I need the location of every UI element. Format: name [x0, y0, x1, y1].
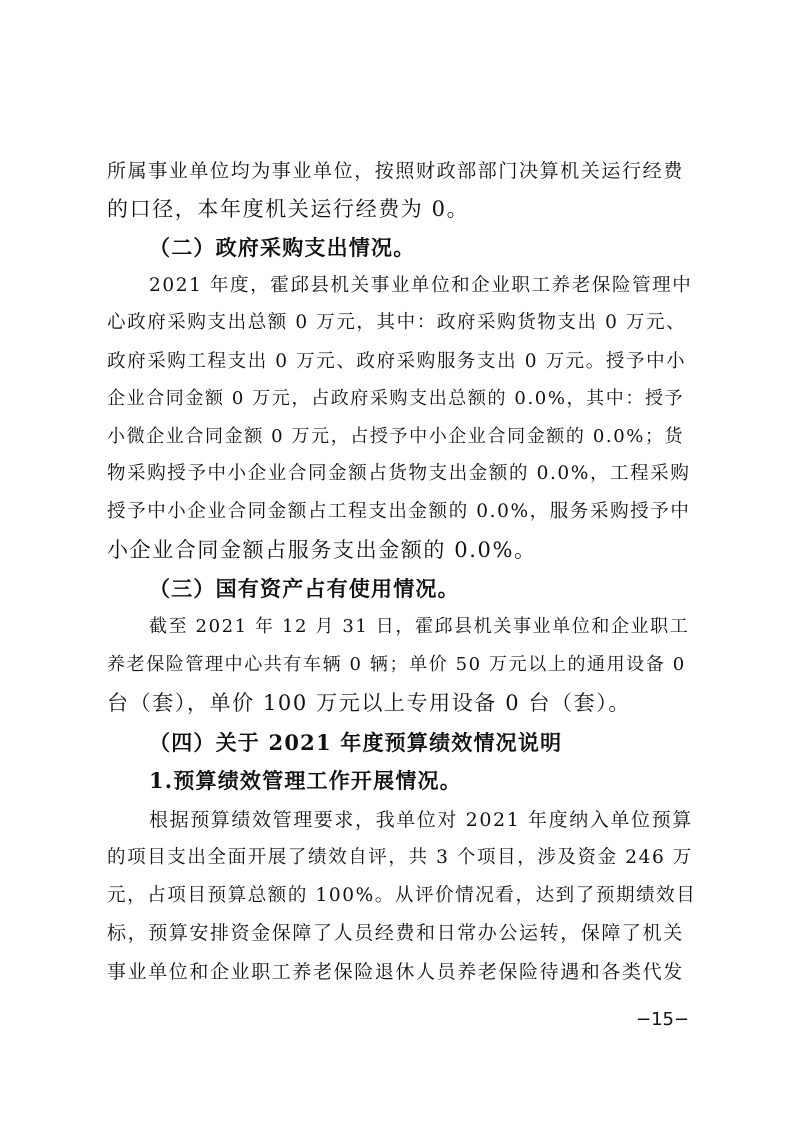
page-number: −15−: [636, 1009, 690, 1030]
paragraph-line: 养老保险管理中心共有车辆 0 辆；单价 50 万元以上的通用设备 0: [107, 654, 686, 675]
section-heading-3: （三）国有资产占有使用情况。: [149, 576, 460, 601]
section-heading-4: （四）关于 2021 年度预算绩效情况说明: [149, 730, 563, 755]
paragraph-line: 心政府采购支出总额 0 万元，其中：政府采购货物支出 0 万元、: [107, 312, 687, 333]
paragraph-line: 政府采购工程支出 0 万元、政府采购服务支出 0 万元。授予中小: [107, 351, 687, 372]
paragraph-line: 根据预算绩效管理要求，我单位对 2021 年度纳入单位预算: [149, 809, 693, 831]
paragraph-line: 标，预算安排资金保障了人员经费和日常办公运转，保障了机关: [107, 922, 684, 944]
paragraph-line: 的口径，本年度机关运行经费为 0。: [107, 197, 470, 221]
paragraph-line: 2021 年度，霍邱县机关事业单位和企业职工养老保险管理中: [149, 275, 693, 296]
paragraph-line: 截至 2021 年 12 月 31 日，霍邱县机关事业单位和企业职工: [149, 616, 690, 637]
paragraph-line: 小微企业合同金额 0 万元，占授予中小企业合同金额的 0.0%；货: [107, 426, 685, 447]
paragraph-line: 台（套），单价 100 万元以上专用设备 0 台（套）。: [107, 691, 631, 715]
paragraph-line: 授予中小企业合同金额占工程支出金额的 0.0%，服务采购授予中: [107, 501, 691, 522]
paragraph-line: 小企业合同金额占服务支出金额的 0.0%。: [107, 538, 537, 562]
paragraph-line: 事业单位和企业职工养老保险退休人员养老保险待遇和各类代发: [107, 961, 684, 983]
paragraph-line: 企业合同金额 0 万元，占政府采购支出总额的 0.0%，其中：授予: [107, 388, 685, 409]
paragraph-line: 物采购授予中小企业合同金额占货物支出金额的 0.0%，工程采购: [107, 463, 691, 484]
paragraph-line: 所属事业单位均为事业单位，按照财政部部门决算机关运行经费: [107, 160, 684, 182]
subsection-heading-1: 1.预算绩效管理工作开展情况。: [149, 768, 462, 793]
section-heading-2: （二）政府采购支出情况。: [149, 235, 416, 260]
paragraph-line: 的项目支出全面开展了绩效自评，共 3 个项目，涉及资金 246 万: [107, 847, 693, 868]
paragraph-line: 元，占项目预算总额的 100%。从评价情况看，达到了预期绩效目: [107, 885, 697, 906]
